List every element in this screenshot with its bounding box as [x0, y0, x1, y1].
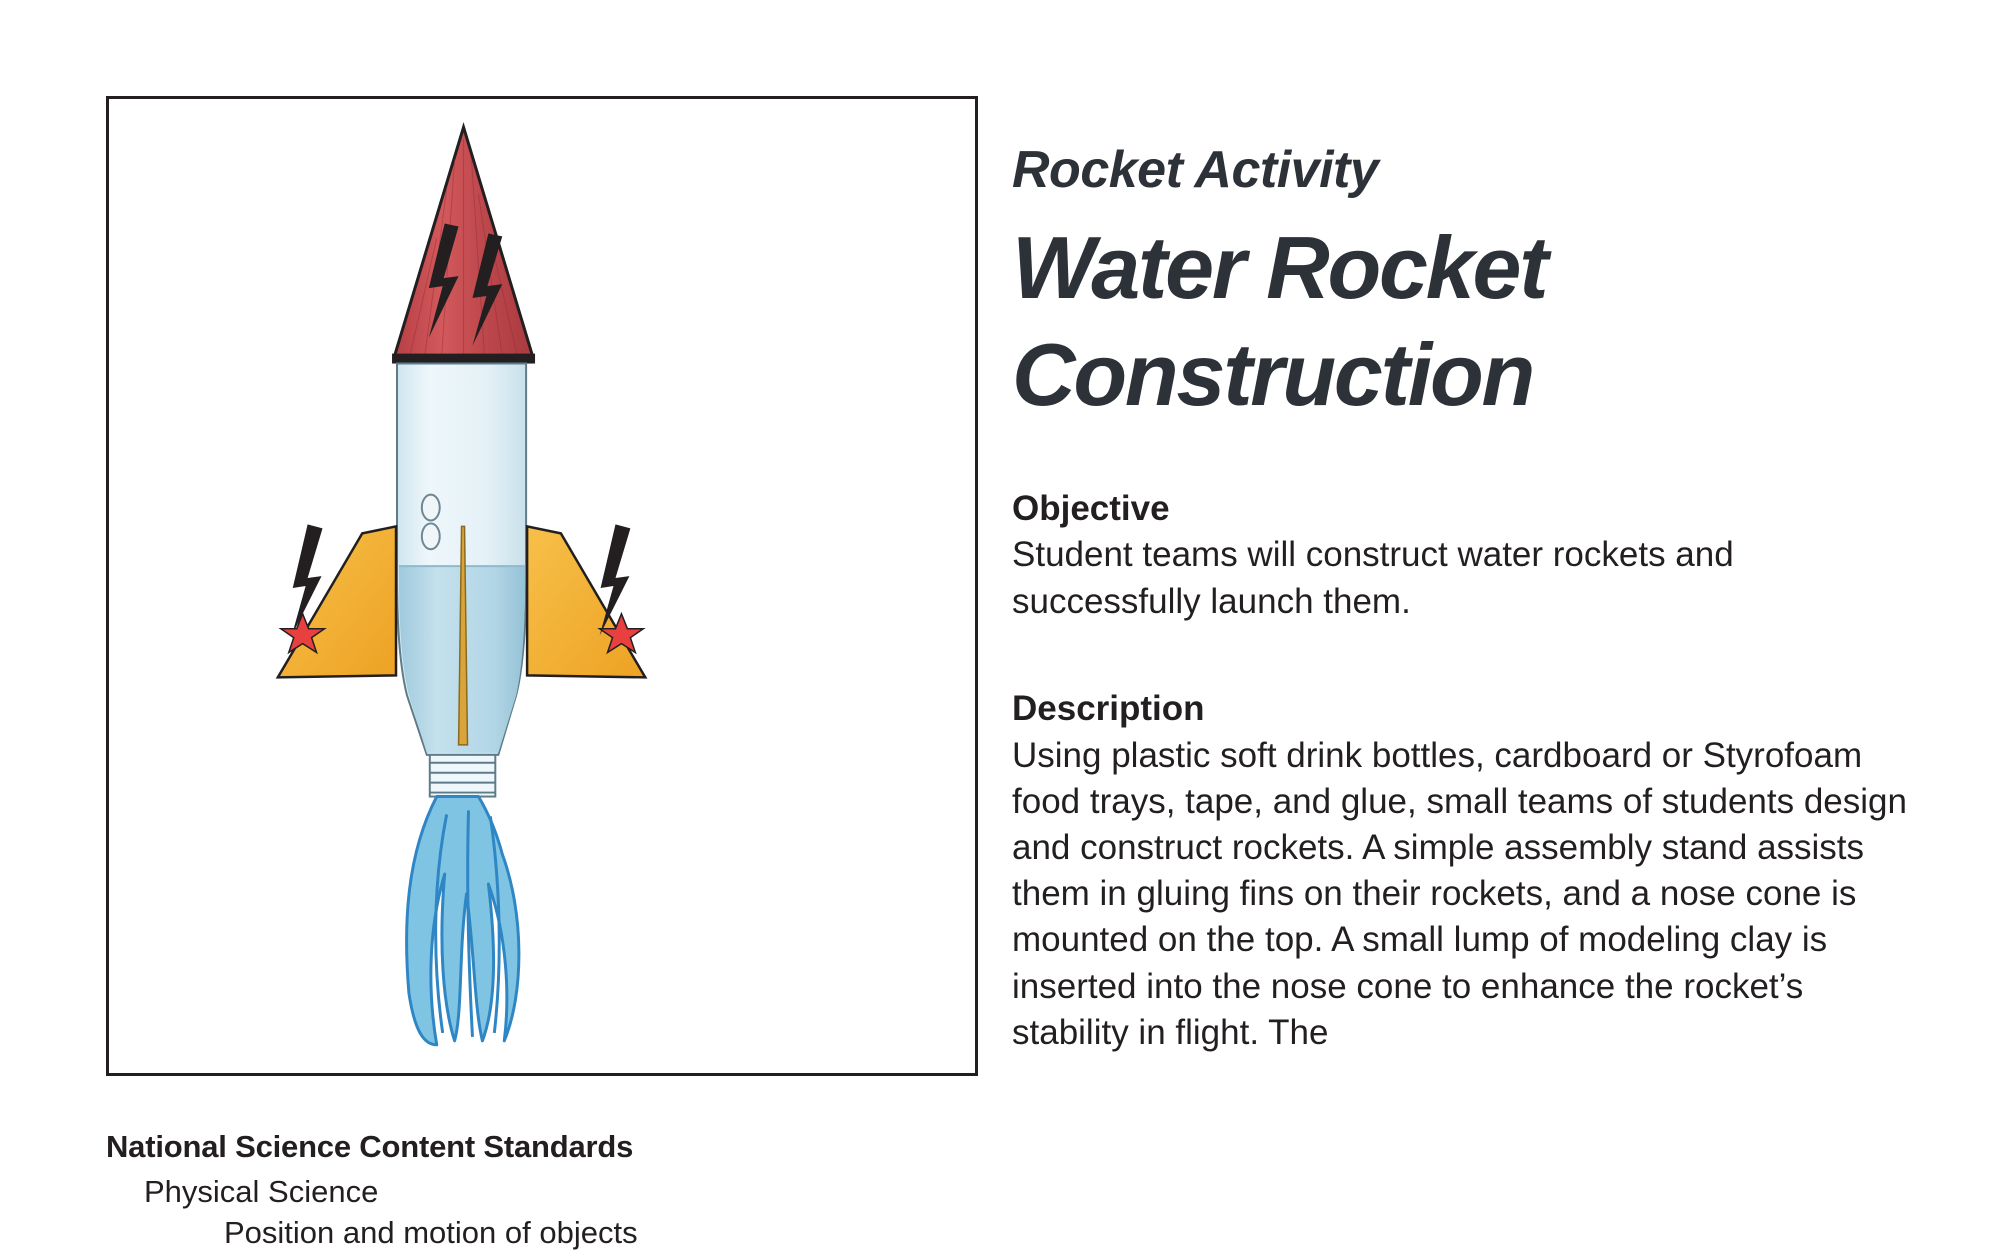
- objective-heading: Objective: [1012, 488, 1170, 528]
- page-title: Water Rocket Construction: [1012, 218, 1547, 425]
- section-objective: [1012, 487, 1912, 625]
- standards-level-2: Position and motion of objects: [224, 1214, 638, 1250]
- standards-level-1: Physical Science: [144, 1174, 379, 1210]
- section-description: [1012, 687, 1912, 1056]
- text-column: [1012, 96, 1912, 1056]
- standards-title: National Science Content Standards: [106, 1129, 634, 1164]
- figure-column: [106, 96, 986, 1076]
- objective-body: Student teams will construct water rockets and successfully launch them.: [1012, 535, 1734, 621]
- rocket-figure-frame: [106, 96, 978, 1076]
- description-body: Using plastic soft drink bottles, cardboard or Styrofoam food trays, tape, and glue, small teams of students design and construct rockets. A simple assembly stand assists them in gluing fins on their rockets, and a nose cone is mounted on the top. A small lump of modeling clay is inserted into the nose cone to enhance the rocket’s stability in flight. The: [1012, 735, 1907, 1052]
- standards-block: [106, 1130, 1006, 1251]
- water-rocket-illustration: [109, 99, 975, 1073]
- description-heading: Description: [1012, 688, 1205, 728]
- activity-eyebrow: Rocket Activity: [1012, 141, 1379, 199]
